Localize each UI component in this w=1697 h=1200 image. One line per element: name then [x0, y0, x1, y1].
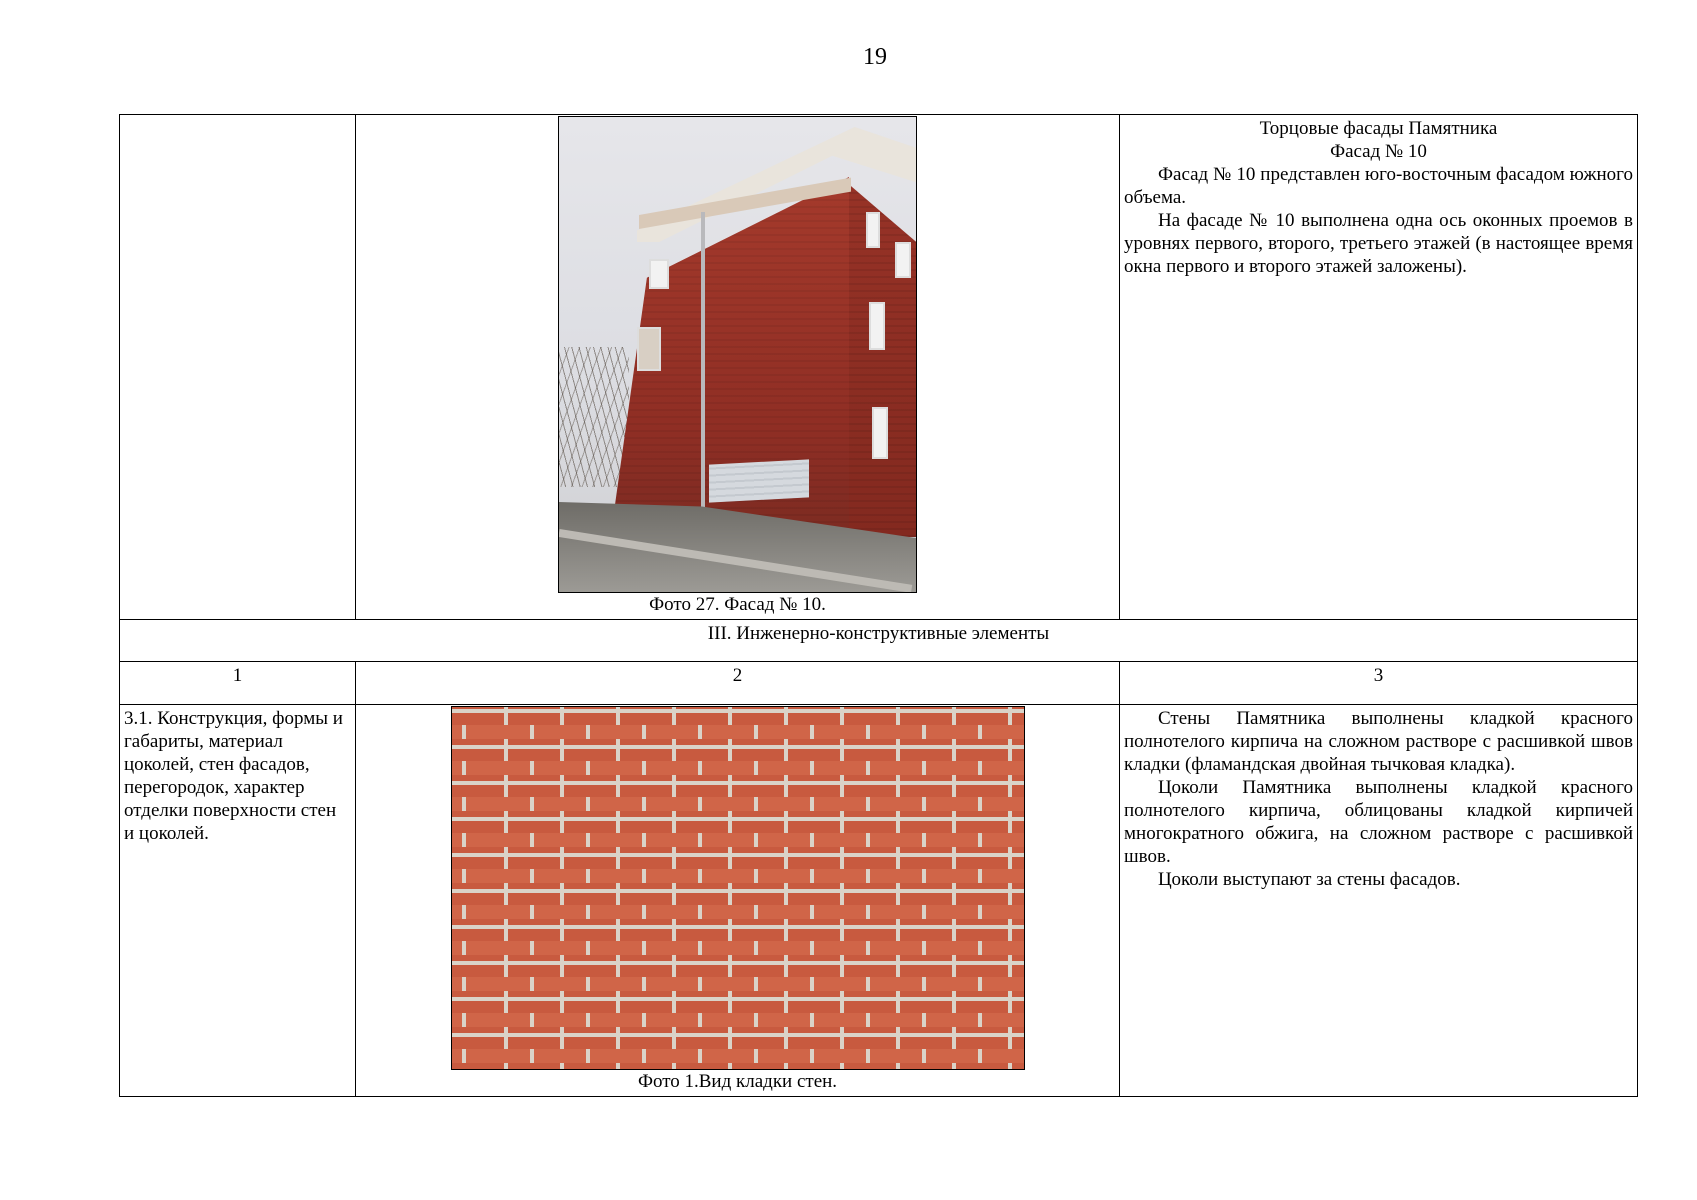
photo-brick-wall [451, 706, 1025, 1070]
table-row-walls [120, 705, 1638, 1097]
photo-facade-10 [558, 116, 917, 593]
element-label-cell: 3.1. Конструкция, формы и габариты, материал цоколей, стен фасадов, перегородок, характер отделки поверхности стен и цоколей. [120, 705, 356, 1097]
section-heading: III. Инженерно-конструктивные элементы [120, 620, 1638, 662]
paragraph: Цоколи Памятника выполнены кладкой красного полнотелого кирпича, облицованы кладкой кирпичей многократного обжига, на сложном растворе с расшивкой швов. [1124, 777, 1633, 867]
document-table [119, 114, 1638, 1097]
description-cell-facade [1120, 115, 1638, 620]
column-number: 1 [120, 662, 356, 705]
paragraph: Фасад № 10 представлен юго-восточным фасадом южного объема. [1124, 164, 1633, 208]
facade-title: Торцовые фасады Памятника [1259, 118, 1498, 139]
description-cell-walls [1120, 705, 1638, 1097]
photo-cell-walls [356, 705, 1120, 1097]
cell-empty [120, 115, 356, 620]
photo-caption: Фото 1.Вид кладки стен. [637, 1071, 838, 1092]
page-number: 19 [863, 44, 887, 70]
column-number: 2 [356, 662, 1120, 705]
table-row-facade [120, 115, 1638, 620]
section-heading-row [120, 620, 1638, 662]
column-number: 3 [1120, 662, 1638, 705]
paragraph: Стены Памятника выполнены кладкой красного полнотелого кирпича на сложном растворе с расшивкой швов кладки (фламандская двойная тычковая кладка). [1124, 708, 1633, 775]
facade-subtitle: Фасад № 10 [1330, 141, 1427, 162]
photo-cell-facade [356, 115, 1120, 620]
paragraph: Цоколи выступают за стены фасадов. [1158, 869, 1461, 890]
paragraph: На фасаде № 10 выполнена одна ось оконных проемов в уровнях первого, второго, третьего этажей (в настоящее время окна первого и второго этажей заложены). [1124, 210, 1633, 277]
column-numbers-row [120, 662, 1638, 705]
photo-caption: Фото 27. Фасад № 10. [649, 594, 826, 615]
